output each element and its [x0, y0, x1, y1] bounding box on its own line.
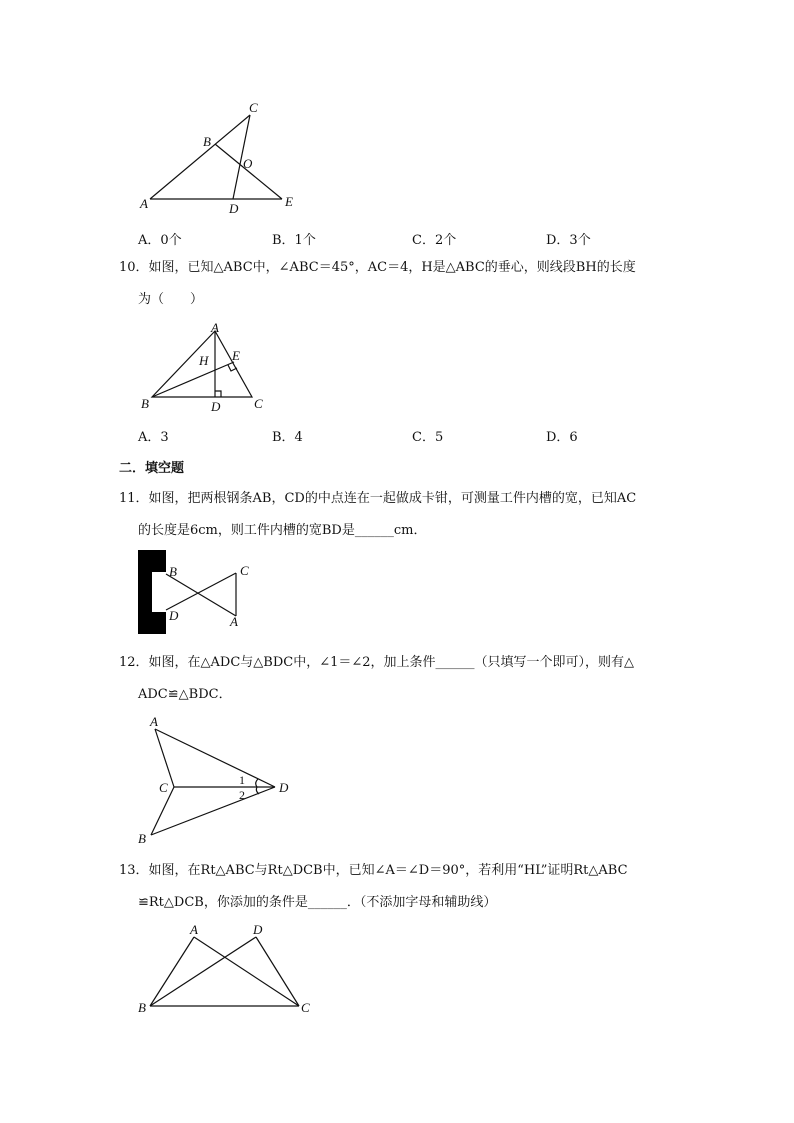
- label-B: B: [203, 134, 211, 149]
- segment-BA: [150, 937, 194, 1006]
- section-title: 二．填空题: [119, 461, 185, 476]
- q11-text-line1: 11．如图，把两根钢条AB，CD的中点连在一起做成卡钳，可测量工件内槽的宽，已知AC: [119, 491, 637, 506]
- q10-text-line2: 为（ ）: [138, 292, 204, 307]
- segment-AC: [194, 937, 299, 1006]
- q9-figure: [130, 95, 310, 220]
- q10-option-b: B．4: [272, 430, 303, 445]
- q9-option-c: C．2个: [412, 233, 457, 248]
- segment-AC: [155, 729, 174, 787]
- q10-text-line1: 10．如图，已知△ABC中，∠ABC＝45°，AC＝4，H是△ABC的垂心，则线段BH的长度: [119, 260, 636, 275]
- q9-option-a: A．0个: [138, 233, 182, 248]
- label-C: C: [249, 100, 258, 115]
- label-A: A: [230, 614, 238, 629]
- label-D: D: [211, 399, 221, 414]
- q10-option-a: A．3: [138, 430, 169, 445]
- segment-BE: [215, 144, 282, 199]
- q12-figure: [135, 712, 305, 847]
- label-O: O: [243, 156, 253, 171]
- q11-text-line2: 的长度是6cm，则工件内槽的宽BD是______cm．: [138, 523, 427, 538]
- angle-label-1: 1: [239, 773, 245, 787]
- angle-arc-1: [256, 779, 258, 787]
- label-A: A: [150, 714, 158, 729]
- angle-label-2: 2: [239, 788, 245, 802]
- label-D: D: [229, 201, 239, 216]
- label-C: C: [254, 396, 263, 411]
- label-A: A: [140, 196, 148, 211]
- segment-DC: [256, 937, 299, 1006]
- q12-text-line1: 12．如图，在△ADC与△BDC中，∠1＝∠2，加上条件______（只填写一个即可），则有△: [119, 655, 635, 670]
- q12-text-line2: ADC≌△BDC．: [138, 687, 232, 702]
- q10-option-d: D．6: [546, 430, 578, 445]
- workpiece-slot: [138, 550, 166, 634]
- q10-figure: [135, 318, 275, 418]
- label-D: D: [279, 780, 289, 795]
- label-B: B: [141, 396, 149, 411]
- segment-BD: [150, 937, 256, 1006]
- label-A: A: [190, 922, 198, 937]
- label-B: B: [138, 1000, 146, 1015]
- label-D: D: [253, 922, 263, 937]
- q10-option-c: C．5: [412, 430, 444, 445]
- label-A: A: [211, 320, 219, 335]
- right-angle-D: [215, 391, 221, 397]
- label-D: D: [169, 608, 179, 623]
- label-C: C: [159, 780, 168, 795]
- q9-option-b: B．1个: [272, 233, 316, 248]
- label-B: B: [169, 564, 177, 579]
- q11-figure: [136, 548, 266, 636]
- altitude-BE: [152, 362, 234, 397]
- label-C: C: [301, 1000, 310, 1015]
- label-E: E: [232, 348, 240, 363]
- segment-BD: [151, 787, 275, 835]
- label-C: C: [240, 563, 249, 578]
- label-B: B: [138, 831, 146, 846]
- q13-text-line2: ≌Rt△DCB，你添加的条件是______．（不添加字母和辅助线）: [138, 895, 497, 910]
- label-H: H: [199, 353, 209, 368]
- segment-AD: [155, 729, 275, 787]
- label-E: E: [285, 194, 293, 209]
- q9-option-d: D．3个: [546, 233, 591, 248]
- q13-text-line1: 13．如图，在Rt△ABC与Rt△DCB中，已知∠A＝∠D＝90°，若利用“HL”证明Rt△ABC: [119, 863, 628, 878]
- angle-arc-2: [256, 787, 259, 794]
- q13-figure: [134, 920, 324, 1020]
